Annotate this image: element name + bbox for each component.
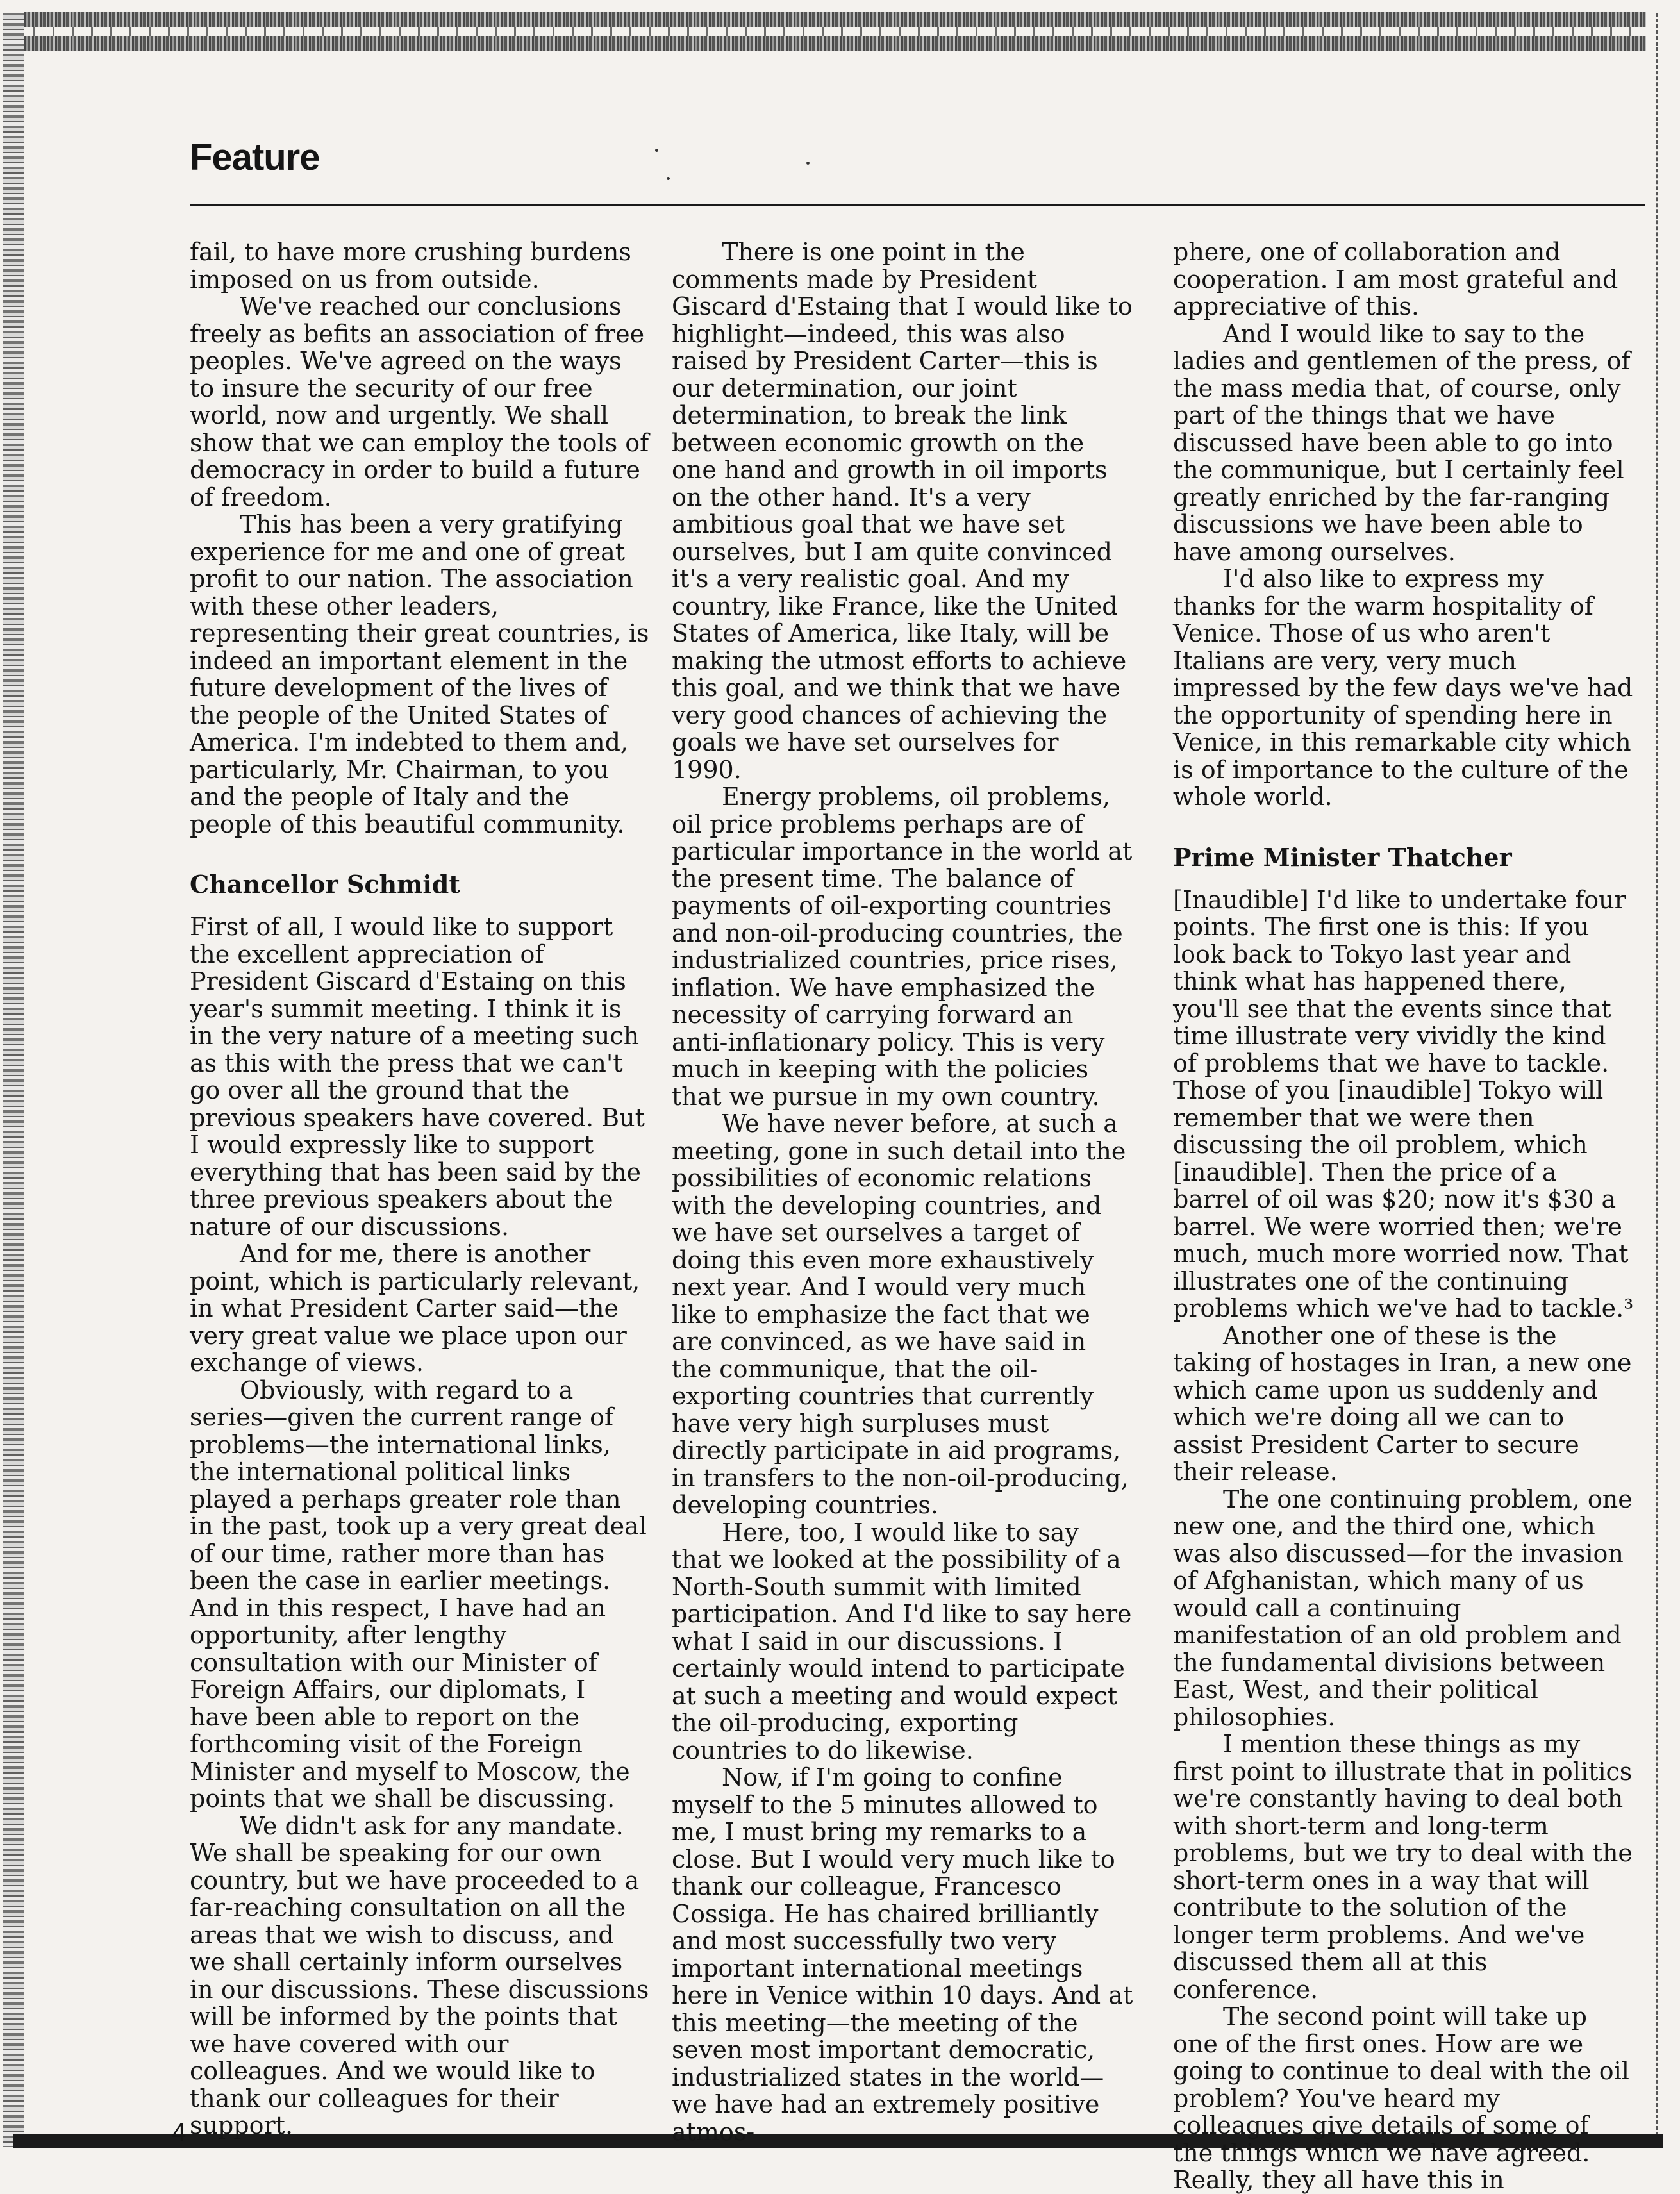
scan-speck	[655, 149, 658, 152]
text-column-3	[1173, 238, 1634, 2194]
paragraph: We've reached our conclusions freely as befits an association of free peoples. We've agreed on the ways to insure the security of our free world, now and urgently. We shall show that we can employ the tools of democracy in order to build a future of freedom.	[190, 292, 649, 511]
scan-speck	[806, 162, 810, 165]
scanned-right-edge	[1656, 13, 1665, 2147]
paragraph: And for me, there is another point, which is particularly relevant, in what President Carter said—the very great value we place upon our exchange of views.	[190, 1240, 640, 1377]
paragraph: Now, if I'm going to confine myself to the 5 minutes allowed to me, I must bring my remarks to a close. But I would very much like to thank our colleague, Francesco Cossiga. He has chaired brilliantly and most successfully two very important international meetings here in Venice within 10 days. And at this meeting—the meeting of the seven most important democratic, industrialized states in the world—we have had an extremely positive atmos-	[672, 1763, 1133, 2146]
paragraph: First of all, I would like to support the excellent appreciation of President Giscard d'Estaing on this year's summit meeting. I think it is in the very nature of a meeting such as this with the press that we can't go over all the ground that the previous speakers have covered. But I would expressly like to support everything that has been said by the three previous speakers about the nature of our discussions.	[190, 913, 645, 1241]
speaker-heading: Prime Minister Thatcher	[1173, 842, 1512, 872]
paragraph: The second point will take up one of the first ones. How are we going to continue to deal with the oil problem? You've heard my colleagues give details of some of the things which we have agreed. Really, they all have this in	[1173, 2002, 1629, 2194]
scanned-top-edge	[24, 12, 1646, 51]
paragraph: I'd also like to express my thanks for the warm hospitality of Venice. Those of us who aren't Italians are very, very much impressed by the few days we've had the opportunity of spending here in Venice, in this remarkable city which is of importance to the culture of the whole world.	[1173, 565, 1633, 811]
page-number: 4	[172, 2118, 187, 2147]
section-label: Feature	[190, 137, 320, 178]
scan-speck	[667, 177, 670, 180]
paragraph: We didn't ask for any mandate. We shall be speaking for our own country, but we have proceeded to a far-reaching consultation on all the areas that we wish to discuss, and we shall certainly inform ourselves in our discussions. These discussions will be informed by the points that we have covered with our colleagues. And we would like to thank our colleagues for their support.	[190, 1811, 649, 2140]
paragraph: Another one of these is the taking of hostages in Iran, a new one which came upon us suddenly and which we're doing all we can to assist President Carter to secure their release.	[1173, 1321, 1632, 1486]
paragraph: And I would like to say to the ladies and gentlemen of the press, of the mass media that, of course, only part of the things that we have discussed have been able to go into the communique, but I certainly feel greatly enriched by the far-ranging discussions we have been able to have among ourselves.	[1173, 319, 1631, 566]
paragraph: There is one point in the comments made by President Giscard d'Estaing that I would like to highlight—indeed, this was also raised by President Carter—this is our determination, our joint determination, to break the link between economic growth on the one hand and growth in oil imports on the other hand. It's a very ambitious goal that we have set ourselves, but I am quite convinced it's a very realistic goal. And my country, like France, like the United States of America, like Italy, will be making the utmost efforts to achieve this goal, and we think that we have very good chances of achieving the goals we have set ourselves for 1990.	[672, 238, 1133, 784]
paragraph: [Inaudible] I'd like to undertake four points. The first one is this: If you look back to Tokyo last year and think what has happened there, you'll see that the events since that time illustrate very vividly the kind of problems that we have to tackle. Those of you [inaudible] Tokyo will remember that we were then discussing the oil problem, which [inaudible]. Then the price of a barrel of oil was $20; now it's $30 a barrel. We were worried then; we're much, much more worried now. That illustrates one of the continuing problems which we've had to tackle.³	[1173, 885, 1634, 1322]
speaker-heading: Chancellor Schmidt	[190, 870, 460, 899]
paragraph: Here, too, I would like to say that we looked at the possibility of a North-South summit with limited participation. And I'd like to say here what I said in our discussions. I certainly would intend to participate at such a meeting and would expect the oil-producing, exporting countries to do likewise.	[672, 1518, 1132, 1765]
paragraph: The one continuing problem, one new one, and the third one, which was also discussed—for the invasion of Afghanistan, which many of us would call a continuing manifestation of an old problem and the fundamental divisions between East, West, and their political philosophies.	[1173, 1484, 1633, 1731]
text-column-2	[672, 238, 1133, 2145]
paragraph: Obviously, with regard to a series—given the current range of problems—the international links, the international political links played a perhaps greater role than in the past, took up a very great deal of our time, rather more than has been the case in earlier meetings. And in this respect, I have had an opportunity, after lengthy consultation with our Minister of Foreign Affairs, our diplomats, I have been able to report on the forthcoming visit of the Foreign Minister and myself to Moscow, the points that we shall be discussing.	[190, 1375, 647, 1813]
paragraph: This has been a very gratifying experience for me and one of great profit to our nation. The association with these other leaders, representing their great countries, is indeed an important element in the future development of the lives of the people of the United States of America. I'm indebted to them and, particularly, Mr. Chairman, to you and the people of Italy and the people of this beautiful community.	[190, 510, 649, 838]
paragraph: I mention these things as my first point to illustrate that in politics we're constantly having to deal both with short-term and long-term problems, but we try to deal with the short-term ones in a way that will contribute to the solution of the longer term problems. And we've discussed them all at this conference.	[1173, 1730, 1633, 2004]
paragraph: We have never before, at such a meeting, gone in such detail into the possibilities of economic relations with the developing countries, and we have set ourselves a target of doing this even more exhaustively next year. And I would very much like to emphasize the fact that we are convinced, as we have said in the communique, that the oil-exporting countries that currently have very high surpluses must directly participate in aid programs, in transfers to the non-oil-producing, developing countries.	[672, 1109, 1129, 1519]
text-column-1	[190, 238, 651, 2140]
paragraph: Energy problems, oil problems, oil price problems perhaps are of particular importance in the world at the present time. The balance of payments of oil-exporting countries and non-oil-producing countries, the industrialized countries, price rises, inflation. We have emphasized the necessity of carrying forward an anti-inflationary policy. This is very much in keeping with the policies that we pursue in my own country.	[672, 783, 1133, 1111]
scanned-left-edge	[3, 13, 24, 2147]
paragraph: phere, one of collaboration and cooperation. I am most grateful and appreciative of this.	[1173, 238, 1618, 320]
paragraph: fail, to have more crushing burdens imposed on us from outside.	[190, 238, 631, 294]
header-rule	[190, 204, 1645, 206]
